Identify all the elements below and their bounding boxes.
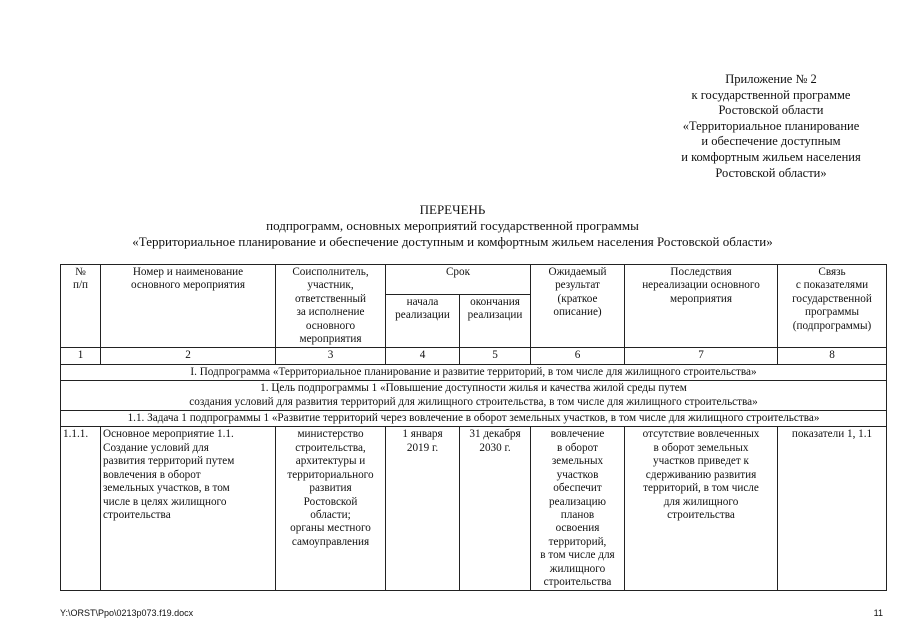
measures-table (60, 264, 887, 591)
measure-link: показатели 1, 1.1 (778, 427, 887, 591)
column-number: 7 (625, 348, 778, 364)
annex-line: Приложение № 2 (725, 72, 817, 86)
annex-line: Ростовской области» (715, 165, 827, 180)
measure-result: вовлечение в оборот земельных участков обеспечит реализацию планов освоения территорий, в том числе для жилищного строительства (531, 427, 625, 591)
header-consequences: Последствия нереализации основного мероприятия (625, 265, 778, 348)
column-number: 4 (386, 348, 460, 364)
header-num: № п/п (61, 265, 101, 348)
header-executor: Соисполнитель, участник, ответственный за исполнение основного мероприятия (276, 265, 386, 348)
header-end: окончания реализации (460, 294, 531, 348)
row-number: 1.1.1. (61, 427, 101, 591)
column-number: 3 (276, 348, 386, 364)
annex-line: «Территориальное планирование (682, 118, 860, 133)
goal-title: 1. Цель подпрограммы 1 «Повышение доступности жилья и качества жилой среды путем создания условий для развития территорий для жилищного строительства, в том числе для жилищного строительства» (61, 381, 887, 411)
header-link: Связь с показателями государственной программы (подпрограммы) (778, 265, 887, 348)
column-number: 5 (460, 348, 531, 364)
header-start: начала реализации (386, 294, 460, 348)
annex-line: Ростовской области (718, 103, 824, 118)
subprogram-title: I. Подпрограмма «Территориальное планирование и развитие территорий, в том числе для жилищного строительства» (61, 364, 887, 380)
file-path: Y:\ORST\Ppo\0213p073.f19.docx (60, 608, 194, 618)
column-number: 8 (778, 348, 887, 364)
column-number: 1 (61, 348, 101, 364)
task-row (61, 411, 887, 427)
measure-name: Основное мероприятие 1.1. Создание условий для развития территорий путем вовлечения в оборот земельных участков, в том числе в целях жилищного строительства (101, 427, 276, 591)
column-number: 2 (101, 348, 276, 364)
measure-end: 31 декабря 2030 г. (460, 427, 531, 591)
page-number: 11 (873, 608, 883, 618)
table-row (61, 427, 887, 591)
header-term: Срок (386, 265, 531, 295)
column-numbers-row (61, 348, 887, 364)
goal-row (61, 381, 887, 411)
task-title: 1.1. Задача 1 подпрограммы 1 «Развитие территорий через вовлечение в оборот земельных участков, в том числе для жилищного строительства» (61, 411, 887, 427)
document-heading (0, 202, 905, 250)
annex-block (640, 72, 902, 181)
annex-line: и обеспечение доступным (701, 134, 841, 149)
header-result: Ожидаемый результат (краткое описание) (531, 265, 625, 348)
measure-executor: министерство строительства, архитектуры и территориального развития Ростовской области; органы местного самоуправления (276, 427, 386, 591)
subprogram-row (61, 364, 887, 380)
annex-line: и комфортным жильем населения (681, 149, 861, 164)
measure-consequences: отсутствие вовлеченных в оборот земельных участков приведет к сдерживанию развития территорий, в том числе для жилищного строительства (625, 427, 778, 591)
header-row (61, 265, 887, 295)
document-title: ПЕРЕЧЕНЬ (419, 202, 486, 217)
header-name: Номер и наименование основного мероприятия (101, 265, 276, 348)
program-name: «Территориальное планирование и обеспечение доступным и комфортным жильем населения Ростовской области» (132, 234, 773, 249)
document-subtitle: подпрограмм, основных мероприятий государственной программы (266, 218, 639, 233)
annex-line: к государственной программе (691, 87, 851, 102)
measure-start: 1 января 2019 г. (386, 427, 460, 591)
column-number: 6 (531, 348, 625, 364)
